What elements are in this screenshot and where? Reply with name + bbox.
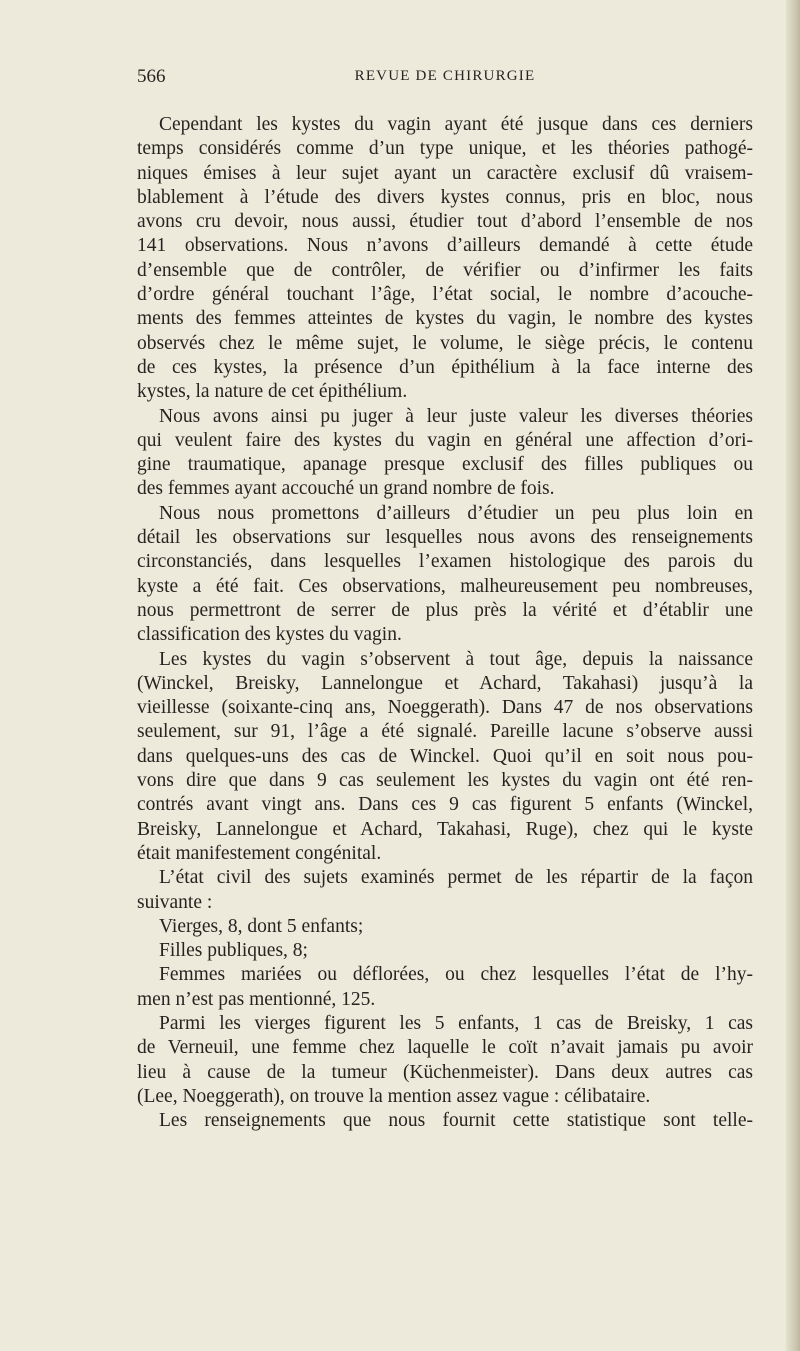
text-line: de Verneuil, une femme chez laquelle le coït n’avait jamais pu avoir [137, 1037, 753, 1059]
page-edge-shadow [786, 0, 800, 1351]
text-line: classification des kystes du vagin. [137, 624, 402, 646]
text-line: des femmes ayant accouché un grand nombre de fois. [137, 478, 555, 500]
text-line: avons cru devoir, nous aussi, étudier tout d’abord l’ensemble de nos [137, 211, 753, 233]
text-line: Femmes mariées ou déflorées, ou chez lesquelles l’état de l’hy- [159, 964, 753, 986]
text-line: détail les observations sur lesquelles nous avons des renseignements [137, 527, 753, 549]
text-line: blablement à l’étude des divers kystes connus, pris en bloc, nous [137, 186, 753, 208]
text-line: vons dire que dans 9 cas seulement les kystes du vagin ont été ren- [137, 770, 753, 792]
paragraph [137, 915, 753, 939]
text-line: seulement, sur 91, l’âge a été signalé. Pareille lacune s’observe aussi [137, 721, 753, 743]
text-line: vieillesse (soixante-cinq ans, Noeggerath). Dans 47 de nos observations [137, 697, 753, 719]
text-line: gine traumatique, apanage presque exclusif des filles publiques ou [137, 454, 753, 476]
text-line: dans quelques-uns des cas de Winckel. Quoi qu’il en soit nous pou- [137, 745, 753, 767]
text-line: Les renseignements que nous fournit cette statistique sont telle- [159, 1110, 753, 1132]
paragraph [137, 405, 753, 502]
text-line: était manifestement congénital. [137, 842, 382, 864]
text-line: d’ensemble que de contrôler, de vérifier ou d’infirmer les faits [137, 259, 753, 281]
text-line: 141 observations. Nous n’avons d’ailleurs demandé à cette étude [137, 235, 753, 257]
text-line: observés chez le même sujet, le volume, le siège précis, le contenu [137, 332, 753, 354]
paragraph [137, 1012, 753, 1109]
paragraph [137, 866, 753, 915]
text-line: Cependant les kystes du vagin ayant été jusque dans ces derniers [159, 114, 753, 135]
text-line: circonstanciés, dans lesquelles l’examen histologique des parois du [137, 551, 753, 573]
text-line: Nous nous promettons d’ailleurs d’étudier un peu plus loin en [159, 502, 753, 524]
paragraph [137, 502, 753, 648]
text-line: L’état civil des sujets examinés permet de les répartir de la façon [159, 867, 753, 889]
text-line: kystes, la nature de cet épithélium. [137, 381, 408, 403]
page-number: 566 [137, 66, 166, 87]
text-line: Breisky, Lannelongue et Achard, Takahasi, Ruge), chez qui le kyste [137, 818, 753, 840]
paragraph [137, 648, 753, 867]
paragraph [137, 113, 753, 405]
text-line: nous permettront de serrer de plus près la vérité et d’établir une [137, 599, 753, 621]
text-line: ments des femmes atteintes de kystes du vagin, le nombre des kystes [137, 308, 753, 330]
text-line: kyste a été fait. Ces observations, malheureusement peu nombreuses, [137, 575, 753, 597]
text-line: niques émises à leur sujet ayant un caractère exclusif dû vraisem- [137, 162, 753, 184]
text-line: (Winckel, Breisky, Lannelongue et Achard, Takahasi) jusqu’à la [137, 672, 753, 694]
body-text [137, 113, 753, 1133]
text-line: de ces kystes, la présence d’un épithélium à la face interne des [137, 356, 753, 378]
paragraph [137, 1109, 753, 1133]
text-line: contrés avant vingt ans. Dans ces 9 cas figurent 5 enfants (Winckel, [137, 794, 753, 816]
text-line: Nous avons ainsi pu juger à leur juste valeur les diverses théories [159, 405, 753, 427]
text-line: Filles publiques, 8; [159, 940, 308, 962]
text-line: d’ordre général touchant l’âge, l’état social, le nombre d’acouche- [137, 284, 753, 306]
text-line: temps considérés comme d’un type unique, et les théories pathogé- [137, 138, 753, 160]
paragraph [137, 963, 753, 1012]
text-line: Les kystes du vagin s’observent à tout âge, depuis la naissance [159, 648, 753, 670]
text-line: (Lee, Noeggerath), on trouve la mention assez vague : célibataire. [137, 1085, 651, 1107]
text-line: qui veulent faire des kystes du vagin en général une affection d’ori- [137, 429, 753, 451]
text-line: lieu à cause de la tumeur (Küchenmeister). Dans deux autres cas [137, 1061, 753, 1083]
page-header [137, 66, 753, 90]
text-line: Vierges, 8, dont 5 enfants; [159, 915, 364, 937]
running-title: REVUE DE CHIRURGIE [354, 68, 536, 84]
text-line: men n’est pas mentionné, 125. [137, 988, 376, 1010]
text-line: suivante : [137, 891, 213, 913]
paragraph [137, 939, 753, 963]
text-line: Parmi les vierges figurent les 5 enfants, 1 cas de Breisky, 1 cas [159, 1012, 753, 1034]
